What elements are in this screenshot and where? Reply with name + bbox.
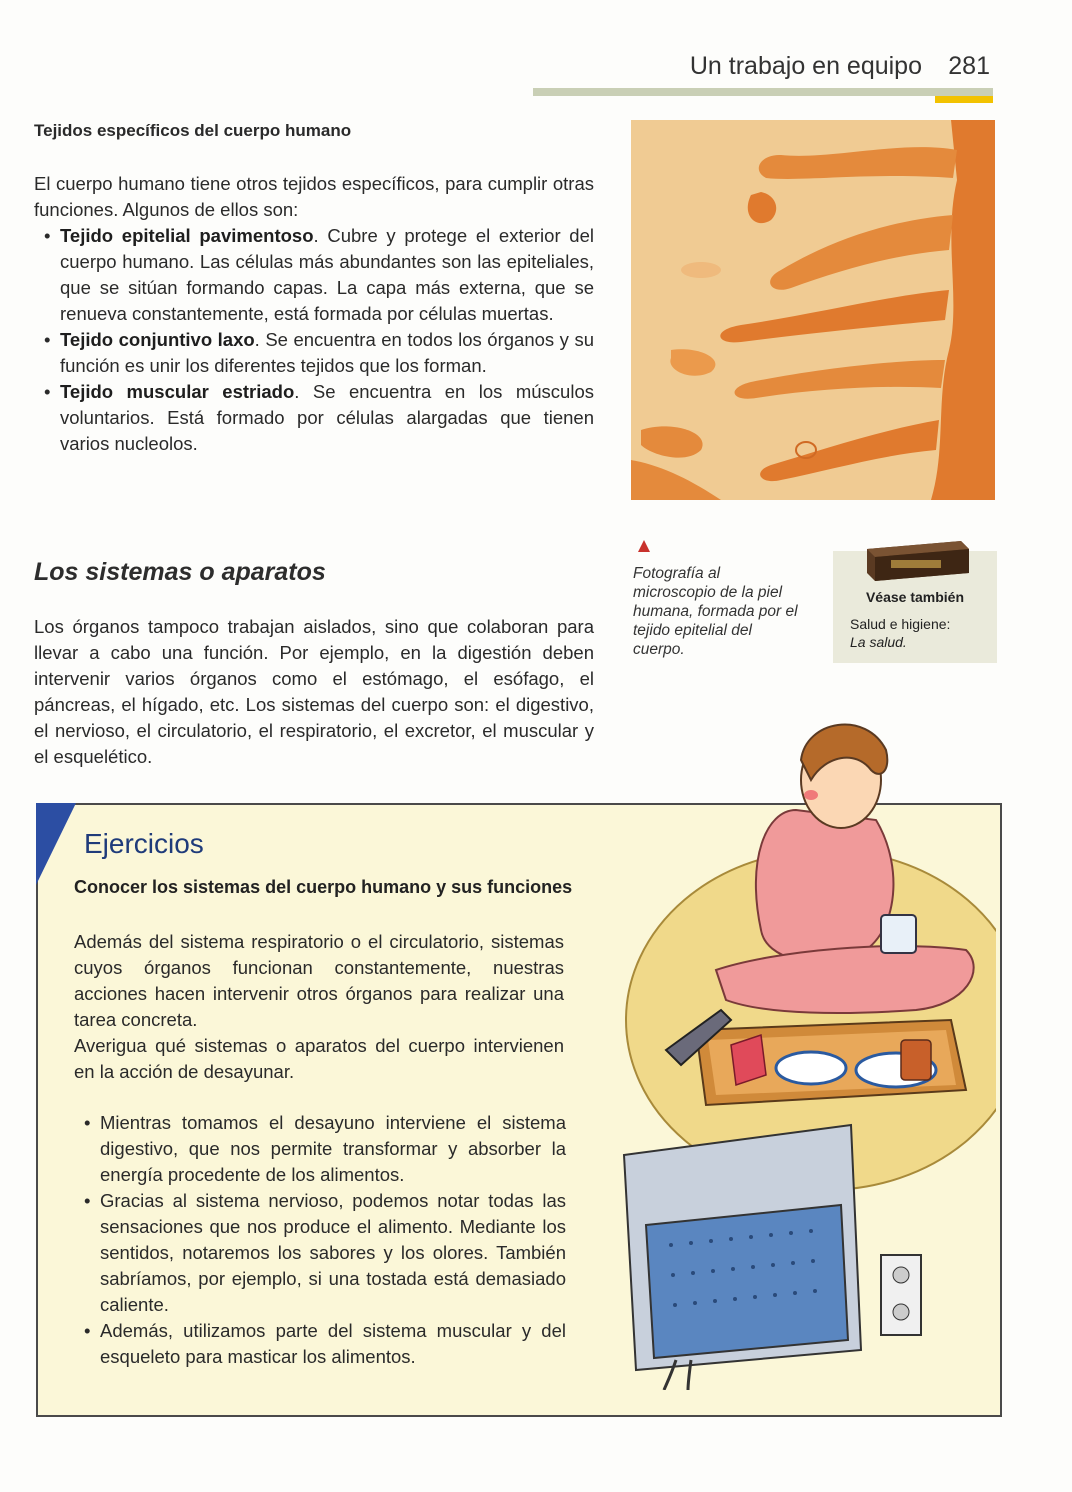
exercise-subtitle: Conocer los sistemas del cuerpo humano y sus funciones (74, 877, 573, 897)
see-also-title: Véase también (865, 589, 965, 605)
exercise-corner-accent (36, 803, 76, 885)
see-also-box (833, 551, 997, 663)
microscope-skin-photo (631, 120, 995, 500)
term-text: . Se encuentra en los músculos voluntarios. Está formado por células alargadas que tienen varios nucleolos. (60, 381, 594, 454)
mug-icon (881, 915, 916, 953)
term-text: . Cubre y protege el exterior del cuerpo humano. Las células más abundantes son las epiteliales, que se sitúan formando capas. La capa más externa, que se renueva constantemente, está formada por células muertas. (60, 225, 594, 324)
header-rule (533, 88, 993, 96)
exercise-body (74, 929, 564, 1085)
term-label: Tejido conjuntivo laxo (60, 329, 255, 350)
toast-icon (901, 1040, 931, 1080)
napkin-icon (731, 1035, 766, 1085)
exercise-paragraph-1: Además del sistema respiratorio o el circulatorio, sistemas cuyos órganos funcionan constantemente, nuestras acciones hacen intervenir otros órganos para realizar una tarea concreta. (74, 931, 564, 1030)
photo-caption: Fotografía al microscopio de la piel humana, formada por el tejido epitelial del cuerpo. (633, 565, 798, 658)
term-label: Tejido epitelial pavimentoso (60, 225, 314, 246)
plate-icon (776, 1052, 846, 1084)
section-tissues-text (34, 171, 594, 457)
breakfast-illustration (596, 700, 996, 1390)
answer-item: • Mientras tomamos el desayuno interviene el sistema digestivo, que nos permite transformar y absorber la energía procedente de los alimentos. (74, 1110, 566, 1188)
running-header-title: Un trabajo en equipo (689, 52, 922, 80)
caption-pointer-icon (638, 540, 650, 552)
header-accent-tab (935, 96, 993, 103)
book-icon (861, 535, 971, 583)
exercise-paragraph-2: Averigua qué sistemas o aparatos del cuerpo intervienen en la acción de desayunar. (74, 1035, 564, 1082)
term-text: . Se encuentra en todos los órganos y su función es unir los diferentes tejidos que los forman. (60, 329, 594, 376)
see-also-line1: Salud e higiene: (850, 616, 951, 632)
systems-paragraph: Los órganos tampoco trabajan aislados, sino que colaboran para llevar a cabo una función. Por ejemplo, en la digestión deben intervenir varios órganos como el estómago, el esófago, el páncreas, el hígado, etc. Los sistemas del cuerpo son: el digestivo, el nervioso, el circulatorio, el respiratorio, el excretor, el muscular y el esquelético. (34, 616, 594, 767)
answer-item: • Gracias al sistema nervioso, podemos notar todas las sensaciones que nos produce el alimento. Mediante los sentidos, notaremos los sabores y los olores. También sabríamos, por ejemplo, si una tostada está demasiado caliente. (74, 1188, 566, 1318)
see-also-line2: La salud. (850, 634, 907, 650)
exercise-title: Ejercicios (84, 828, 204, 859)
section-heading-systems: Los sistemas o aparatos (34, 558, 326, 586)
term-label: Tejido muscular estriado (60, 381, 295, 402)
intro-paragraph: El cuerpo humano tiene otros tejidos específicos, para cumplir otras funciones. Algunos de ellos son: (34, 173, 594, 220)
answer-item: • Además, utilizamos parte del sistema muscular y del esqueleto para masticar los alimentos. (74, 1318, 566, 1370)
list-item-muscular (34, 379, 594, 457)
list-item-epitelial (34, 223, 594, 327)
section-heading-tissues: Tejidos específicos del cuerpo humano (34, 121, 352, 140)
exercise-answers (74, 1110, 566, 1370)
list-item-conjuntivo (34, 327, 594, 379)
page-number: 281 (948, 52, 990, 80)
